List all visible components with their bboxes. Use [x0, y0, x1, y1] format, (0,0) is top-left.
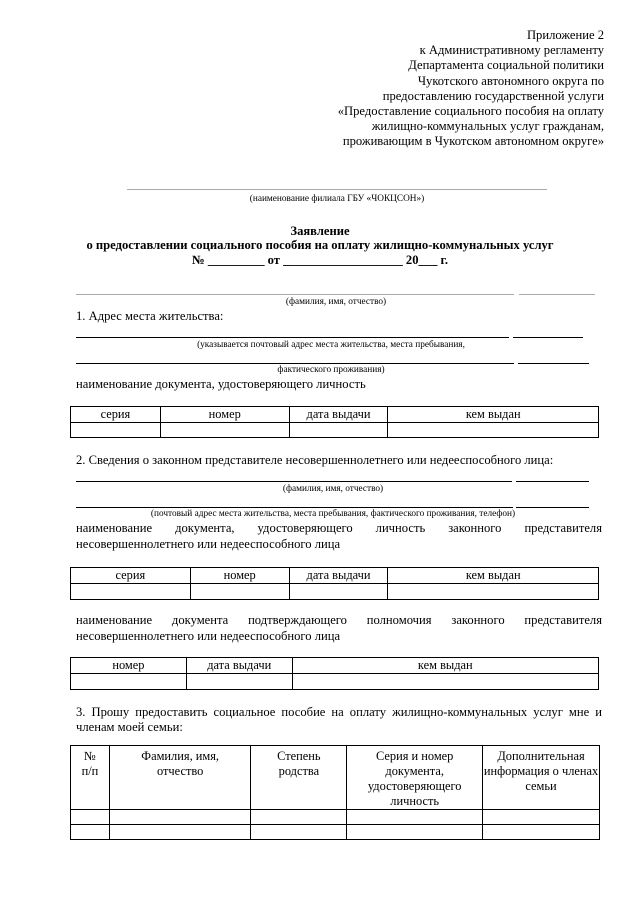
family-members-table: [70, 745, 600, 840]
section3-line2: членам моей семьи:: [76, 720, 183, 734]
rep-address-caption: (почтовый адрес места жительства, места пребывания, фактического проживания, телефон): [150, 509, 516, 519]
authority-doc-label-cont: несовершеннолетнего или недееспособного лица: [76, 629, 341, 643]
applicant-fio-line[interactable]: [76, 294, 514, 295]
rep-fio-line-extra[interactable]: [516, 481, 589, 482]
address-line-2-extra[interactable]: [518, 363, 589, 364]
branch-name-line[interactable]: [127, 189, 547, 190]
table-cell[interactable]: [483, 825, 600, 840]
appendix-line: к Административному регламенту: [419, 43, 604, 58]
table-cell[interactable]: [71, 810, 110, 825]
table-cell[interactable]: [483, 810, 600, 825]
appendix-line: жилищно-коммунальных услуг гражданам,: [371, 119, 604, 134]
rep-id-doc-label: наименование документа, удостоверяющего личность законного представителя: [76, 521, 602, 535]
table-cell[interactable]: [251, 825, 347, 840]
branch-caption: (наименование филиала ГБУ «ЧОКЦСОН»): [249, 194, 425, 204]
table-cell[interactable]: [109, 825, 251, 840]
address-line-1-extra[interactable]: [513, 337, 583, 338]
form-title: Заявление: [290, 224, 350, 238]
table-cell[interactable]: [292, 674, 598, 690]
table-cell[interactable]: [71, 584, 191, 600]
authority-doc-table: [70, 657, 599, 690]
col-issue-date: дата выдачи: [186, 658, 292, 674]
form-number-date: № _________ от ___________________ 20___ г.: [192, 253, 448, 267]
table-cell[interactable]: [251, 810, 347, 825]
rep-id-doc-label-cont: несовершеннолетнего или недееспособного лица: [76, 537, 341, 551]
section2-heading: 2. Сведения о законном представителе несовершеннолетнего или недееспособного лица:: [76, 453, 554, 467]
table-cell[interactable]: [71, 423, 161, 438]
rep-fio-line[interactable]: [76, 481, 512, 482]
address-caption-2: фактического проживания): [277, 365, 385, 375]
appendix-line: «Предоставление социального пособия на оплату: [337, 104, 604, 119]
form-subtitle: о предоставлении социального пособия на оплату жилищно-коммунальных услуг: [86, 238, 554, 252]
rep-address-line[interactable]: [76, 507, 513, 508]
table-cell[interactable]: [388, 423, 599, 438]
col-issued-by: кем выдан: [292, 658, 598, 674]
rep-id-doc-table: [70, 567, 599, 600]
table-cell[interactable]: [71, 674, 187, 690]
col-series: серия: [71, 568, 191, 584]
col-series: серия: [71, 407, 161, 423]
col-issue-date: дата выдачи: [289, 568, 388, 584]
applicant-fio-line-extra[interactable]: [519, 294, 595, 295]
table-cell[interactable]: [347, 825, 483, 840]
table-cell[interactable]: [289, 423, 388, 438]
section3-line1: 3. Прошу предоставить социальное пособие на оплату жилищно-коммунальных услуг мне и: [76, 705, 602, 719]
fio-caption: (фамилия, имя, отчество): [285, 297, 387, 307]
col-number: номер: [71, 658, 187, 674]
table-cell[interactable]: [160, 423, 289, 438]
appendix-line: Приложение 2: [526, 28, 604, 42]
col-id-document: Серия и номер документа, удостоверяющего личность: [347, 746, 483, 810]
col-additional-info: Дополнительная информация о членах семьи: [483, 746, 600, 810]
address-caption-1: (указывается почтовый адрес места жительства, места пребывания,: [197, 340, 465, 350]
col-number: номер: [190, 568, 289, 584]
col-full-name: Фамилия, имя, отчество: [109, 746, 251, 810]
address-line-1[interactable]: [76, 337, 509, 338]
table-cell[interactable]: [109, 810, 251, 825]
col-row-number: № п/п: [71, 746, 110, 810]
id-doc-table: [70, 406, 599, 438]
rep-fio-caption: (фамилия, имя, отчество): [282, 484, 384, 494]
col-issued-by: кем выдан: [388, 568, 599, 584]
section1-heading: 1. Адрес места жительства:: [76, 309, 224, 323]
table-cell[interactable]: [190, 584, 289, 600]
appendix-line: проживающим в Чукотском автономном округе»: [342, 134, 604, 149]
table-cell[interactable]: [186, 674, 292, 690]
col-issued-by: кем выдан: [388, 407, 599, 423]
rep-address-line-extra[interactable]: [516, 507, 589, 508]
table-cell[interactable]: [347, 810, 483, 825]
id-doc-label: наименование документа, удостоверяющего личность: [76, 377, 366, 391]
col-number: номер: [160, 407, 289, 423]
table-cell[interactable]: [388, 584, 599, 600]
col-issue-date: дата выдачи: [289, 407, 388, 423]
authority-doc-label: наименование документа подтверждающего полномочия законного представителя: [76, 613, 602, 627]
appendix-line: Департамента социальной политики: [408, 58, 604, 73]
appendix-line: предоставлению государственной услуги: [382, 88, 604, 103]
table-cell[interactable]: [289, 584, 388, 600]
address-line-2[interactable]: [76, 363, 514, 364]
table-cell[interactable]: [71, 825, 110, 840]
col-relationship: Степень родства: [251, 746, 347, 810]
appendix-line: Чукотского автономного округа по: [417, 73, 604, 88]
appendix-header: [244, 28, 604, 150]
